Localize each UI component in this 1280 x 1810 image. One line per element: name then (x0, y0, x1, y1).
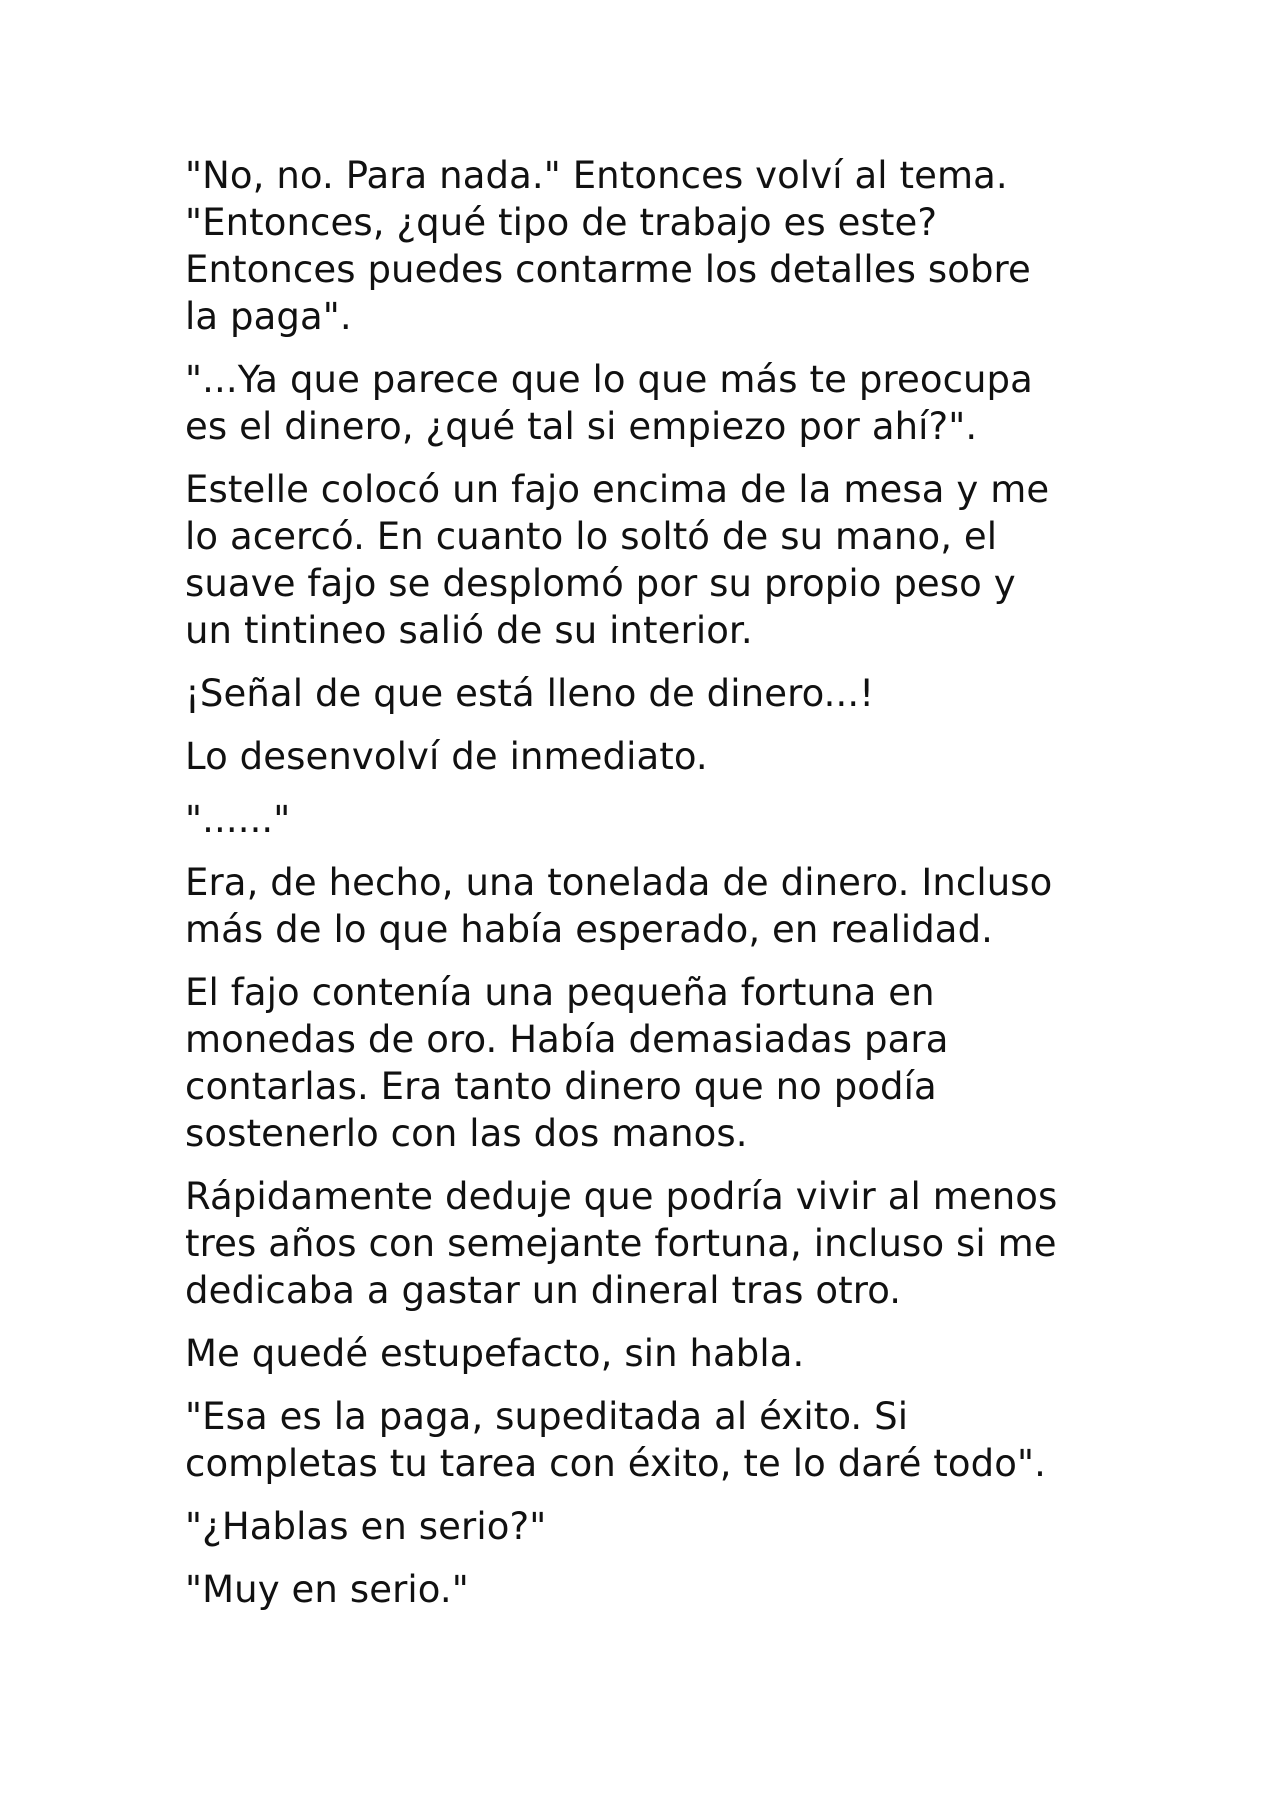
paragraph: ¡Señal de que está lleno de dinero...! (185, 672, 875, 715)
paragraph: Rápidamente deduje que podría vivir al menos tres años con semejante fortuna, incluso si me dedicaba a gastar un dineral tras otro. (185, 1175, 1058, 1312)
paragraph: "Muy en serio." (185, 1568, 469, 1611)
paragraph: Me quedé estupefacto, sin habla. (185, 1332, 805, 1375)
paragraph: El fajo contenía una pequeña fortuna en monedas de oro. Había demasiadas para contarlas. Era tanto dinero que no podía sostenerlo con las dos manos. (185, 971, 949, 1155)
paragraph: Estelle colocó un fajo encima de la mesa y me lo acercó. En cuanto lo soltó de su mano, el suave fajo se desplomó por su propio peso y un tintineo salió de su interior. (185, 468, 1050, 652)
document-body (185, 152, 1120, 1613)
paragraph: "Esa es la paga, supeditada al éxito. Si completas tu tarea con éxito, te lo daré todo". (185, 1395, 1046, 1485)
paragraph: "...Ya que parece que lo que más te preocupa es el dinero, ¿qué tal si empiezo por ahí?". (185, 358, 1033, 448)
paragraph: "......" (185, 798, 291, 841)
paragraph: "No, no. Para nada." Entonces volví al tema. "Entonces, ¿qué tipo de trabajo es este? Entonces puedes contarme los detalles sobre la paga". (185, 154, 1031, 338)
paragraph: Era, de hecho, una tonelada de dinero. Incluso más de lo que había esperado, en realidad. (185, 861, 1053, 951)
paragraph: Lo desenvolví de inmediato. (185, 735, 708, 778)
paragraph: "¿Hablas en serio?" (185, 1505, 547, 1548)
